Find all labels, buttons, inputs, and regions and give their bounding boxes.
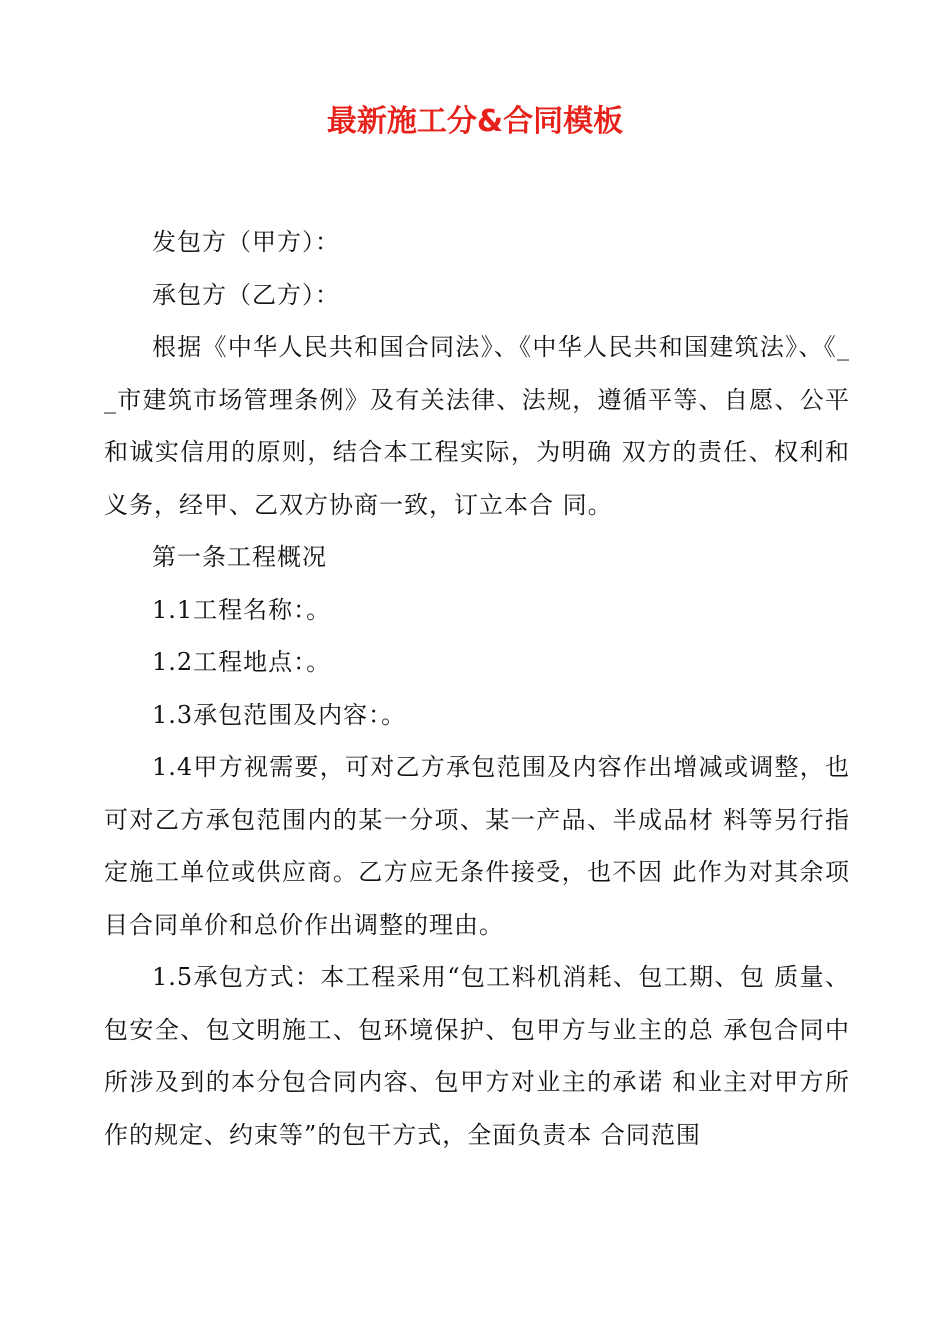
article-1-heading: 第一条工程概况 (152, 543, 327, 571)
party-b-line: 承包方（乙方）： (152, 280, 340, 309)
clause-1-3: 1.3承包范围及内容：。 (152, 700, 407, 729)
party-a-line: 发包方（甲方）： (152, 228, 340, 256)
clause-1-1: 1.1工程名称：。 (152, 595, 332, 624)
document-title: 最新施工分&合同模板 (326, 104, 624, 139)
preamble-paragraph: 根据《中华人民共和国合同法》、《中华人民共和国建筑法》、《__市建筑市场管理条例》及有关法律、法规，遵循平等、自愿、公平和诚实信用的原则，结合本工程实际，为明确 双方的责任、权利和义务，经甲、乙双方协商一致，订立本合 同。 (104, 333, 850, 519)
clause-1-5: 1.5承包方式：本工程采用“包工料机消耗、包工期、包 质量、包安全、包文明施工、包环境保护、包甲方与业主的总 承包合同中所涉及到的本分包合同内容、包甲方对业主的承诺 和业主对甲方所作的规定、约束等”的包干方式，全面负责本 合同范围 (104, 963, 850, 1149)
clause-1-2: 1.2工程地点：。 (152, 648, 332, 676)
clause-1-4: 1.4甲方视需要，可对乙方承包范围及内容作出增减或调整，也可对乙方承包范围内的某一分项、某一产品、半成品材 料等另行指定施工单位或供应商。乙方应无条件接受，也不因 此作为对其余项目合同单价和总价作出调整的理由。 (104, 753, 850, 939)
document-body (104, 216, 850, 1161)
